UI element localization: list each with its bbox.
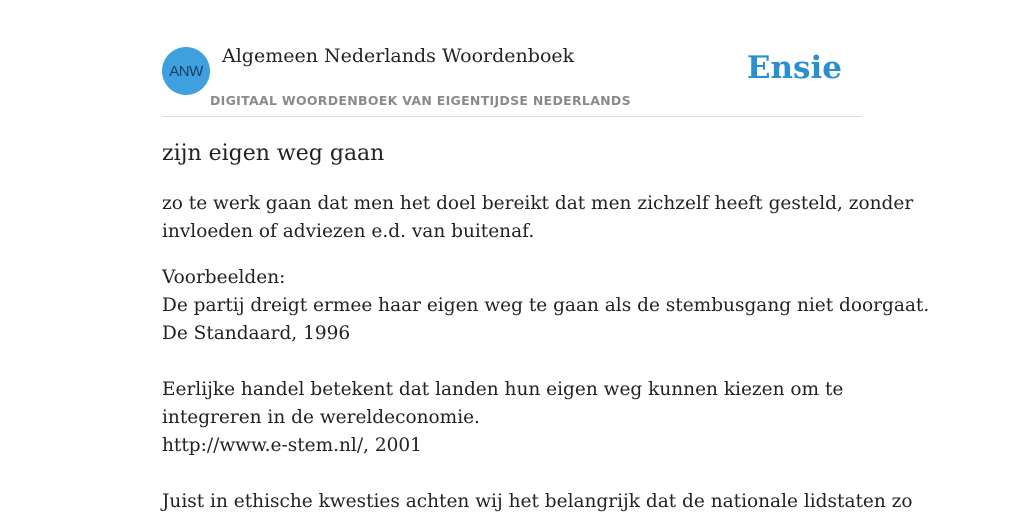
definition-line: zo te werk gaan dat men het doel bereikt dat men zichzelf heeft gesteld, zonder — [162, 193, 914, 214]
anw-logo[interactable] — [162, 47, 210, 95]
headword: zijn eigen weg gaan — [162, 141, 385, 166]
example-source: http://www.e-stem.nl/, 2001 — [162, 435, 422, 456]
site-subtitle: DIGITAAL WOORDENBOEK VAN EIGENTIJDSE NEDERLANDS — [210, 93, 631, 108]
site-header — [162, 0, 862, 117]
entry-content — [162, 138, 930, 512]
logo-text: ANW — [169, 62, 203, 80]
example-item — [162, 376, 862, 460]
example-text: De partij dreigt ermee haar eigen weg te gaan als de stembusgang niet doorgaat. — [162, 295, 930, 316]
example-item — [162, 292, 930, 348]
ensie-brand-logo[interactable]: Ensie — [746, 50, 842, 86]
example-source: De Standaard, 1996 — [162, 323, 351, 344]
site-title[interactable]: Algemeen Nederlands Woordenboek — [222, 45, 575, 67]
example-text: Eerlijke handel betekent dat landen hun eigen weg kunnen kiezen om te — [162, 379, 844, 400]
definition — [162, 190, 914, 246]
examples-label: Voorbeelden: — [162, 267, 286, 288]
examples-section — [162, 264, 930, 512]
example-item — [162, 488, 913, 512]
example-text: integreren in de wereldeconomie. — [162, 407, 480, 428]
example-text: Juist in ethische kwesties achten wij het belangrijk dat de nationale lidstaten zo — [162, 491, 913, 512]
definition-line: invloeden of adviezen e.d. van buitenaf. — [162, 221, 535, 242]
